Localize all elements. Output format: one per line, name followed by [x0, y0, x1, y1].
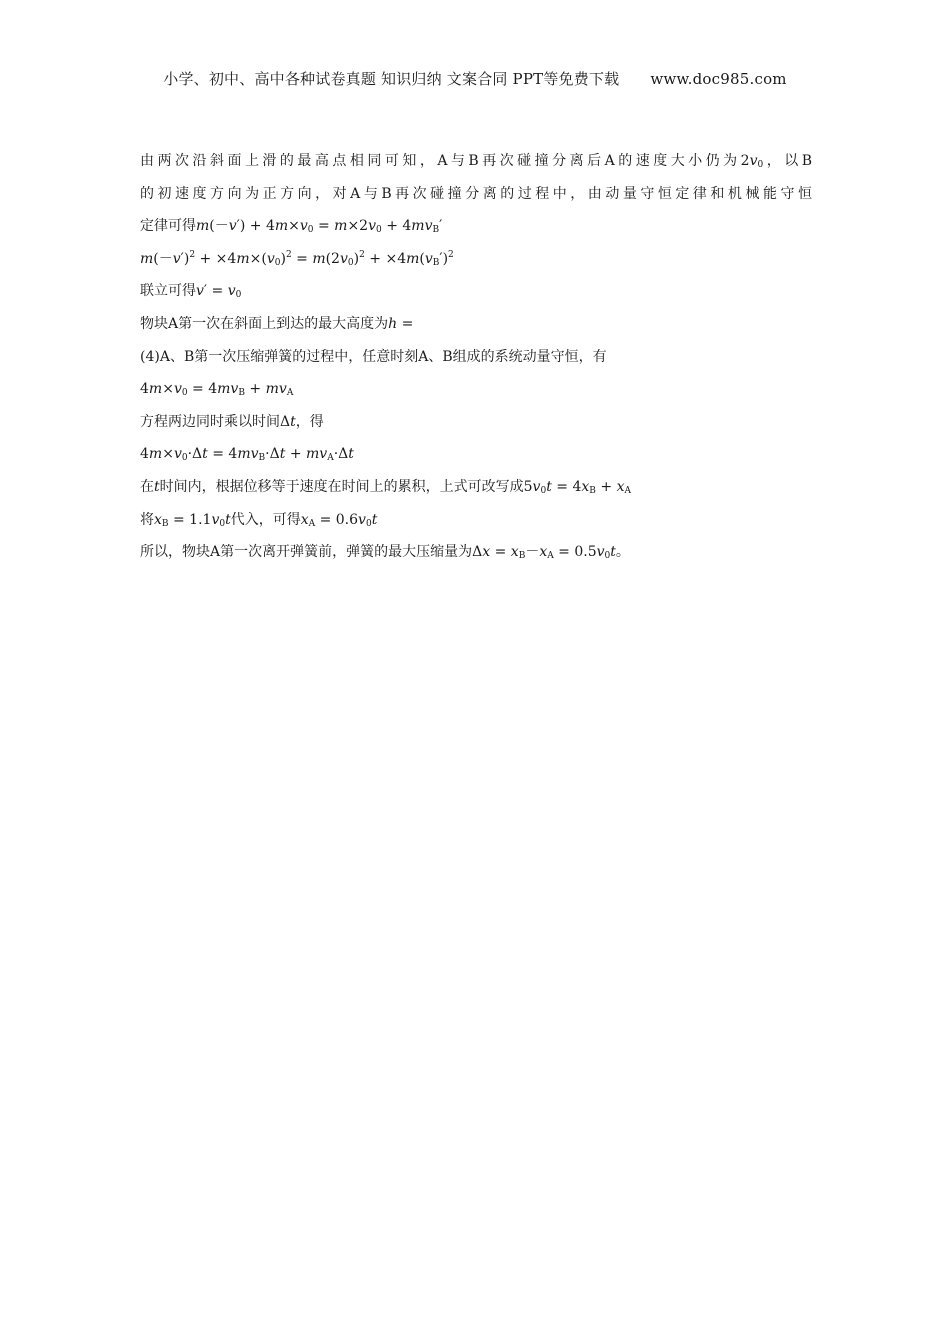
header-text: 小学、初中、高中各种试卷真题 知识归纳 文案合同 PPT等免费下载: [163, 70, 620, 88]
header-site-url: www.doc985.com: [650, 70, 787, 88]
solution-line-2: 的初速度方向为正方向，对A与B再次碰撞分离的过程中，由动量守恒定律和机械能守恒: [140, 185, 812, 202]
page-header: [0, 68, 950, 89]
solution-conclusion: 所以，物块A第一次离开弹簧前，弹簧的最大压缩量为$\Delta x = x_B-x_A = 0.5v_0t$。: [140, 544, 630, 562]
solution-line-1: 由两次沿斜面上滑的最高点相同可知，A与B再次碰撞分离后A的速度大小仍为$2v_0$，以B: [140, 153, 812, 170]
solution-line-9: 方程两边同时乘以时间Δt，得: [140, 413, 324, 430]
equation-impulse: $4m\times v_0\cdot\Delta t = 4mv_B\cdot\Delta t + mv_A\cdot\Delta t$: [140, 446, 354, 464]
solution-line-7: (4)A、B第一次压缩弹簧的过程中，任意时刻A、B组成的系统动量守恒，有: [140, 348, 607, 365]
equation-momentum-ab: $4m\times v_0 = 4mv_B + mv_A$: [140, 381, 294, 399]
solution-body: [140, 150, 812, 574]
solution-line-5: 联立可得$v' = v_0$: [140, 283, 242, 301]
solution-line-12: 将$x_B = 1.1v_0t$代入，可得$x_A = 0.6v_0t$: [140, 511, 378, 529]
solution-line-11: 在t时间内，根据位移等于速度在时间上的累积，上式可改写成$5v_0t = 4x_B + x_A$: [140, 478, 631, 496]
solution-line-6: 物块A第一次在斜面上到达的最大高度为h =: [140, 315, 414, 332]
equation-energy-conservation: $m(-v')^2 + \times 4m\times(v_0)^2 = m(2v_0)^2 + \times 4m(v_B')^2$: [140, 249, 454, 268]
equation-momentum-conservation: 定律可得$m(-v') + 4m\times v_0 = m\times 2v_0 + 4mv_B'$: [140, 218, 443, 236]
